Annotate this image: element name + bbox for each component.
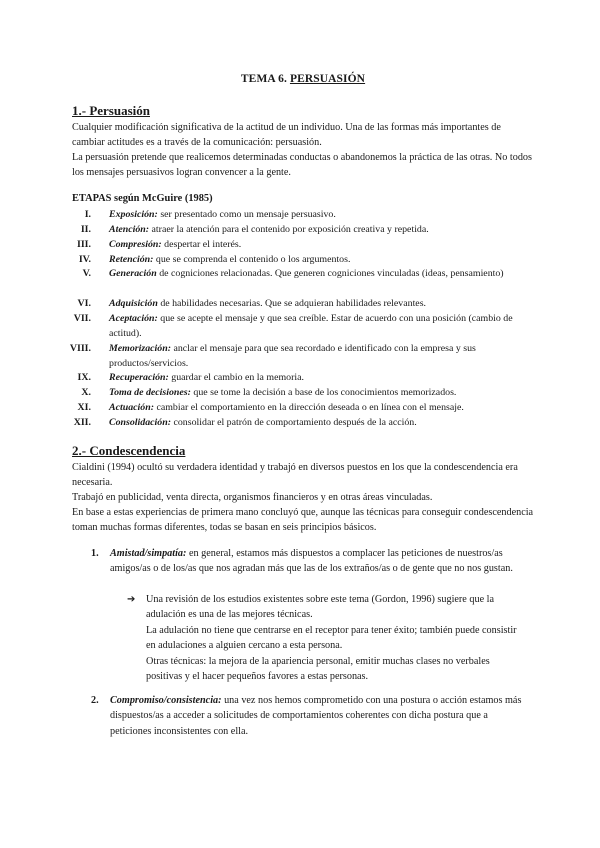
- stages-heading: ETAPAS según McGuire (1985): [72, 193, 213, 204]
- section1-paragraph-1: Cualquier modificación significativa de la actitud de un individuo. Una de las formas más importantes de cambiar actitudes es a través de la comunicación: persuasión.: [72, 122, 501, 149]
- page-title: [72, 73, 534, 85]
- section2-paragraph-3: En base a estas experiencias de primera mano concluyó que, aunque las técnicas para conseguir condescendencia toman muchas formas diferentes, todas se basan en seis principios básicos.: [72, 507, 534, 534]
- title-prefix: TEMA 6.: [240, 73, 290, 85]
- section1-paragraph-2: La persuasión pretende que realicemos determinadas conductas o abandonemos la práctica de las otras. No todos los mensajes persuasivos logran convencer a la gente.: [72, 152, 532, 179]
- section2-paragraph-2: Trabajó en publicidad, venta directa, organismos financieros y en otras áreas vinculadas.: [72, 492, 433, 503]
- section2-paragraph-1: Cialdini (1994) ocultó su verdadera identidad y trabajó en diversos puestos en los que la condescendencia era necesaria.: [72, 462, 518, 489]
- section2-heading: 2.- Condescendencia: [72, 443, 186, 458]
- title-topic: PERSUASIÓN: [289, 73, 366, 85]
- section1-heading: 1.- Persuasión: [72, 103, 150, 118]
- arrow-icon: ➔: [127, 594, 136, 605]
